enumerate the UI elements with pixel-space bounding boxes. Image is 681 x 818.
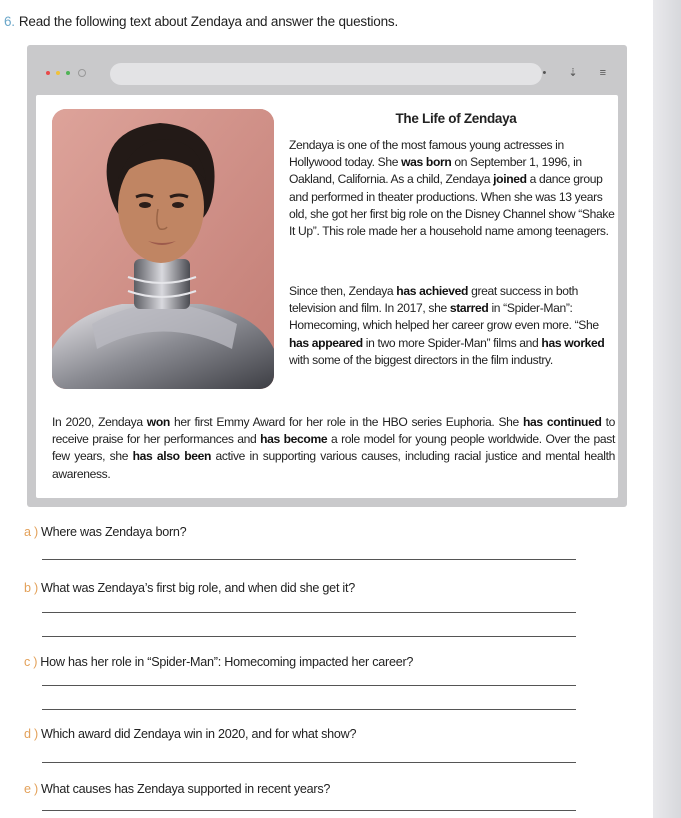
- bold-verb: has appeared: [289, 335, 363, 350]
- bold-verb: was born: [401, 155, 452, 170]
- bold-verb: won: [146, 415, 170, 429]
- minimize-dot-icon[interactable]: [56, 71, 60, 75]
- question-e: [24, 782, 330, 796]
- maximize-dot-icon[interactable]: [66, 71, 70, 75]
- text-run: on September 1, 1996, in Oakland, California. As a child, Zendaya: [289, 155, 582, 187]
- bold-verb: joined: [493, 172, 527, 187]
- question-text: What was Zendaya’s first big role, and when did she get it?: [40, 581, 355, 595]
- article-paragraph-1: [289, 137, 616, 240]
- text-run: a role model for young people worldwide. Over the past few years, she: [52, 432, 615, 464]
- question-a: [24, 525, 186, 539]
- text-run: active in supporting various causes, including racial justice and mental health awareness.: [52, 449, 615, 481]
- text-run: in “Spider-Man”: Homecoming, which helped her career grow even more. “She: [289, 301, 599, 333]
- question-letter: d ): [24, 727, 38, 741]
- exercise-number: 6.: [4, 14, 15, 29]
- question-letter: c ): [24, 655, 38, 669]
- portrait-illustration: [52, 109, 274, 389]
- question-letter: e ): [24, 782, 38, 796]
- answer-line-c-2[interactable]: [42, 709, 576, 710]
- browser-window: [27, 45, 627, 507]
- answer-line-b-1[interactable]: [42, 612, 576, 613]
- text-run: Zendaya is one of the most famous young actresses in Hollywood today. She: [289, 138, 564, 170]
- text-run: with some of the biggest directors in the film industry.: [289, 352, 553, 367]
- zendaya-photo: [52, 109, 274, 389]
- question-text: Where was Zendaya born?: [40, 525, 187, 539]
- bold-verb: has worked: [541, 335, 605, 350]
- text-run: in two more Spider-Man” films and: [362, 335, 542, 350]
- address-bar[interactable]: [110, 63, 542, 85]
- answer-line-d-1[interactable]: [42, 762, 576, 763]
- text-run: Since then, Zendaya: [289, 284, 397, 298]
- text-run: a dance group and performed in theater productions. When she was 13 years old, she got her first big role on the Disney Channel show “Shake It Up”. This role made her a household name among teenagers.: [289, 172, 615, 239]
- pin-icon[interactable]: •: [542, 67, 547, 79]
- article-paragraph-2: [289, 283, 616, 369]
- text-run: great success in both television and film. In 2017, she: [289, 284, 579, 316]
- question-letter: b ): [24, 581, 38, 595]
- answer-line-b-2[interactable]: [42, 636, 576, 637]
- bold-verb: has become: [260, 432, 328, 447]
- close-dot-icon[interactable]: [46, 71, 50, 75]
- question-text: How has her role in “Spider-Man”: Homecoming impacted her career?: [40, 655, 414, 669]
- menu-icon[interactable]: ≡: [599, 67, 606, 79]
- text-run: to receive praise for her performances and: [52, 415, 615, 447]
- bold-verb: starred: [449, 301, 489, 316]
- question-text: What causes has Zendaya supported in recent years?: [40, 782, 331, 796]
- exercise-instruction: [4, 14, 398, 29]
- bold-verb: has continued: [523, 415, 602, 429]
- text-run: In 2020, Zendaya: [52, 415, 147, 429]
- question-text: Which award did Zendaya win in 2020, and for what show?: [40, 727, 357, 741]
- instruction-text: Read the following text about Zendaya and answer the questions.: [18, 14, 399, 29]
- question-b: [24, 581, 355, 595]
- bold-verb: has also been: [132, 449, 212, 464]
- answer-line-c-1[interactable]: [42, 685, 576, 686]
- article-paragraph-3: [52, 414, 615, 483]
- page-edge: [653, 0, 681, 818]
- reload-icon[interactable]: [78, 69, 86, 77]
- question-letter: a ): [24, 525, 38, 539]
- bold-verb: has achieved: [396, 284, 469, 298]
- question-c: [24, 655, 413, 669]
- article-title: The Life of Zendaya: [395, 111, 517, 126]
- browser-toolbar: [36, 53, 618, 95]
- download-icon[interactable]: ⇣: [568, 67, 578, 79]
- toolbar-icons: [543, 66, 607, 80]
- answer-line-e-1[interactable]: [42, 810, 576, 811]
- window-controls: [46, 69, 86, 77]
- question-d: [24, 727, 356, 741]
- text-run: her first Emmy Award for her role in the HBO series Euphoria. She: [169, 415, 523, 429]
- article-page: [36, 95, 618, 498]
- answer-line-a-1[interactable]: [42, 559, 576, 560]
